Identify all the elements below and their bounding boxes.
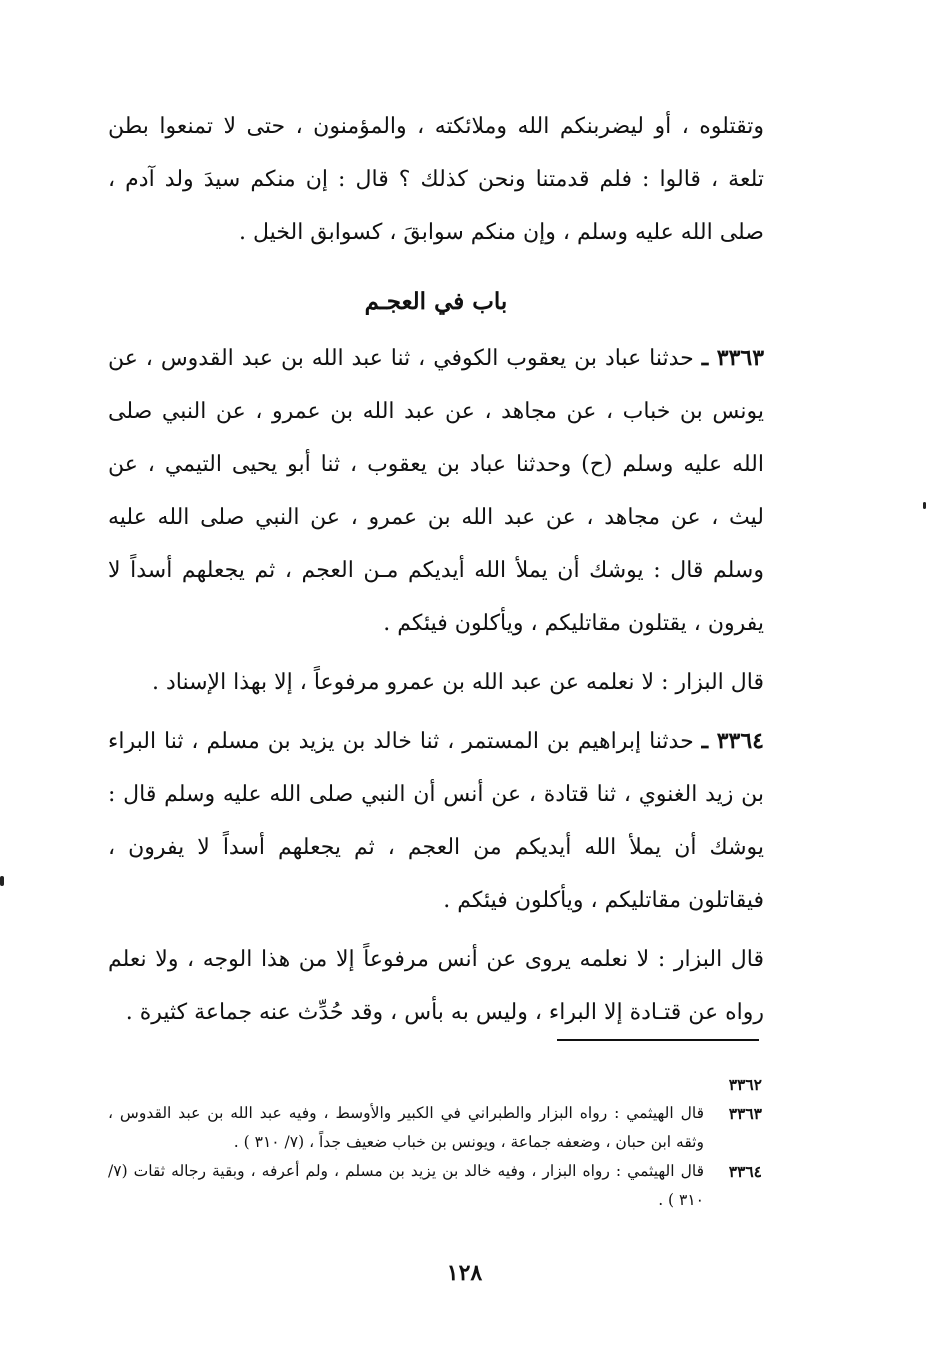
footnote-text [108,1070,704,1099]
footnote-text: قال الهيثمي : رواه البزار ، وفيه خالد بن يزيد بن مسلم ، ولم أعرفه ، وبقية رجاله ثقات (٧/ ٣١٠ ) . [108,1162,704,1209]
bazzar-comment-2: قال البزار : لا نعلمه يروى عن أنس مرفوعاً إلا من هذا الوجه ، ولا نعلم رواه عن قتـادة إلا البراء ، وليس به بأس ، وقد حُدِّث عنه جماعة كثيرة . [108,947,764,1025]
footnote-number: ٣٣٦٢ [728,1075,762,1094]
footnote-item [108,1099,762,1157]
footnote-text: قال الهيثمي : رواه البزار والطبراني في الكبير والأوسط ، وفيه عبد الله بن عبد القدوس ، وثقه ابن حبان ، وضعفه جماعة ، ويونس بن خباب ضعيف جداً ، (٧/ ٣١٠ ) . [108,1104,704,1151]
footnote-item [108,1157,762,1215]
hadith-3363 [108,332,764,650]
footnote-item [108,1070,762,1099]
scan-mark [0,876,4,886]
footnotes [108,1070,762,1215]
intro-paragraph: وتقتلوه ، أو ليضربنكم الله وملائكته ، والمؤمنون ، حتى لا تمنعوا بطن تلعة ، قالوا : فلم قدمتنا ونحن كذلك ؟ قال : إن منكم سيدَ ولد آدم ، صلى الله عليه وسلم ، وإن منكم سوابقَ ، كسوابق الخيل . [108,114,764,245]
footnote-number: ٣٣٦٤ [728,1162,762,1181]
bazzar-comment-1: قال البزار : لا نعلمه عن عبد الله بن عمرو مرفوعاً ، إلا بهذا الإسناد . [151,670,764,695]
hadith-text: حدثنا إبراهيم بن المستمر ، ثنا خالد بن يزيد بن مسلم ، ثنا البراء بن زيد الغنوي ، ثنا قتادة ، عن أنس أن النبي صلى الله عليه وسلم قال : يوشك أن يملأ الله أيديكم من العجم ، ثم يجعلهم أسداً لا يفرون ، فيقاتلون مقاتليكم ، ويأكلون فيئكم . [108,729,764,913]
main-text [108,100,764,1039]
page-number: ١٢٨ [446,1260,483,1286]
hadith-3364 [108,715,764,927]
hadith-number: ٣٣٦٤ ـ [701,728,764,754]
chapter-heading: باب في العجـم [364,288,508,315]
hadith-text: حدثنا عباد بن يعقوب الكوفي ، ثنا عبد الله بن عبد القدوس ، عن يونس بن خباب ، عن مجاهد ، عن عبد الله بن عمرو ، عن النبي صلى الله عليه وسلم (ح) وحدثنا عباد بن يعقوب ، ثنا أبو يحيى التيمي ، عن ليث ، عن مجاهد ، عن عبد الله بن عمرو ، عن النبي صلى الله عليه وسلم قال : يوشك أن يملأ الله أيديكم مـن العجم ، ثم يجعلهم أسداً لا يفرون ، يقتلون مقاتليكم ، ويأكلون فيئكم . [108,346,764,636]
scan-mark [923,502,926,509]
hadith-number: ٣٣٦٣ ـ [701,345,765,371]
footnote-number: ٣٣٦٣ [728,1104,762,1123]
footnote-divider [557,1039,759,1041]
